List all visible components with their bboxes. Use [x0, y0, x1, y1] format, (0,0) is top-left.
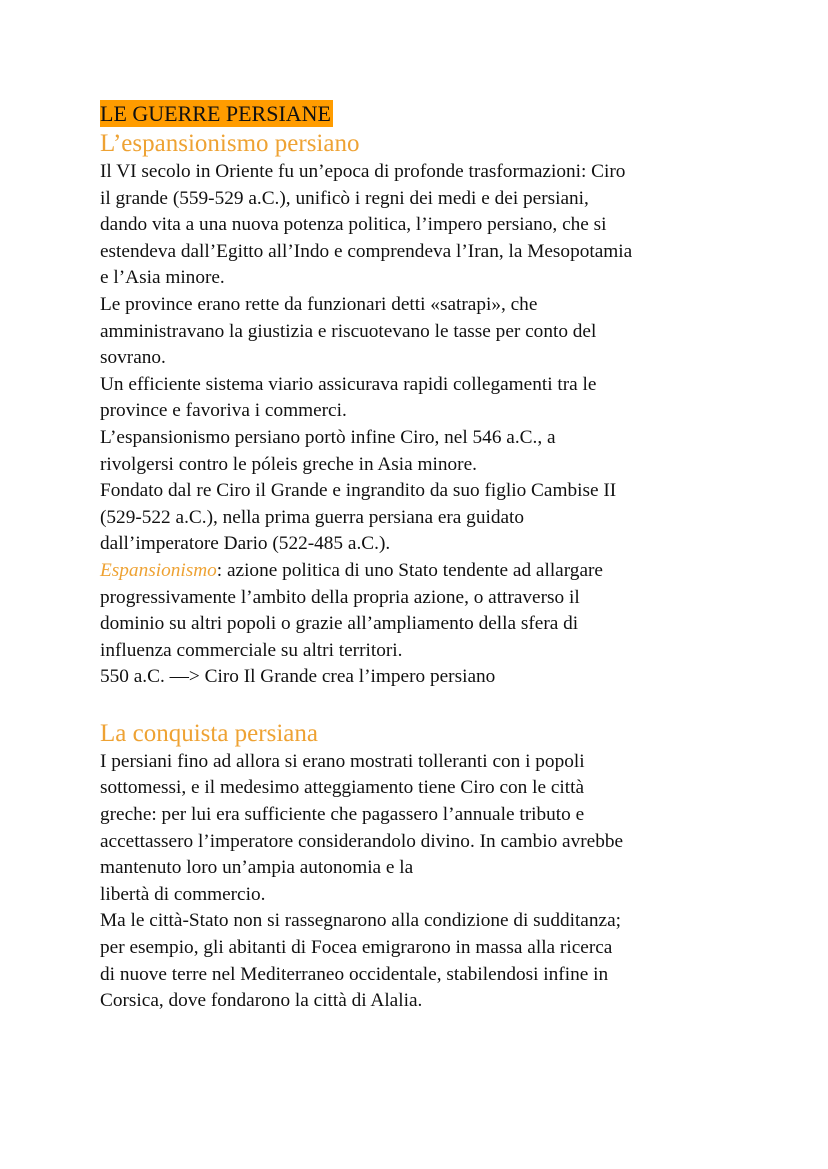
definition-text: : azione politica di uno Stato tendente ad allargare [216, 559, 603, 581]
text-line: rivolgersi contro le póleis greche in Asia minore. [100, 453, 477, 475]
section-heading-conquista: La conquista persiana [100, 719, 318, 747]
text-line: di nuove terre nel Mediterraneo occidentale, stabilendosi infine in [100, 963, 609, 985]
text-line: per esempio, gli abitanti di Focea emigrarono in massa alla ricerca [100, 937, 613, 959]
text-line: dominio su altri popoli o grazie all’ampliamento della sfera di [100, 613, 579, 635]
text-line: accettassero l’imperatore considerandolo divino. In cambio avrebbe [100, 830, 624, 852]
text-line: sovrano. [100, 347, 166, 369]
text-line: I persiani fino ad allora si erano mostrati tolleranti con i popoli [100, 750, 585, 772]
section-body-espansionismo [100, 159, 740, 558]
definition-block [100, 558, 740, 691]
text-line: Le province erano rette da funzionari detti «satrapi», che [100, 293, 538, 315]
text-line: (529-522 a.C.), nella prima guerra persiana era guidato [100, 506, 525, 528]
text-line: province e favoriva i commerci. [100, 400, 347, 422]
text-line: dall’imperatore Dario (522-485 a.C.). [100, 533, 391, 555]
text-line: progressivamente l’ambito della propria azione, o attraverso il [100, 586, 580, 608]
text-line: 550 a.C. —> Ciro Il Grande crea l’impero persiano [100, 666, 496, 688]
document-title: LE GUERRE PERSIANE [100, 101, 331, 126]
text-line: influenza commerciale su altri territori. [100, 639, 403, 661]
text-line: Il VI secolo in Oriente fu un’epoca di profonde trasformazioni: Ciro [100, 161, 626, 182]
section-heading-espansionismo: L’espansionismo persiano [100, 130, 360, 157]
text-line: Un efficiente sistema viario assicurava rapidi collegamenti tra le [100, 373, 597, 395]
text-line: libertà di commercio. [100, 883, 266, 905]
text-line: L’espansionismo persiano portò infine Ciro, nel 546 a.C., a [100, 426, 556, 448]
text-line: Ma le città-Stato non si rassegnarono alla condizione di sudditanza; [100, 910, 621, 932]
text-line: greche: per lui era sufficiente che pagassero l’annuale tributo e [100, 804, 585, 826]
text-line: Fondato dal re Ciro il Grande e ingrandito da suo figlio Cambise II [100, 480, 617, 502]
definition-term: Espansionismo [100, 559, 217, 581]
text-line: mantenuto loro un’ampia autonomia e la [100, 857, 414, 879]
text-line: sottomessi, e il medesimo atteggiamento tiene Ciro con le città [100, 777, 585, 799]
text-line: dando vita a una nuova potenza politica, l’impero persiano, che si [100, 214, 607, 236]
text-line: amministravano la giustizia e riscuotevano le tasse per conto del [100, 320, 597, 342]
definition-line [100, 558, 740, 585]
text-line: il grande (559-529 a.C.), unificò i regni dei medi e dei persiani, [100, 187, 589, 209]
text-line: Corsica, dove fondarono la città di Alalia. [100, 990, 423, 1012]
document-page [100, 100, 740, 1015]
text-line: e l’Asia minore. [100, 267, 225, 289]
text-line: estendeva dall’Egitto all’Indo e comprendeva l’Iran, la Mesopotamia [100, 240, 633, 262]
section-body-conquista [100, 749, 740, 1015]
